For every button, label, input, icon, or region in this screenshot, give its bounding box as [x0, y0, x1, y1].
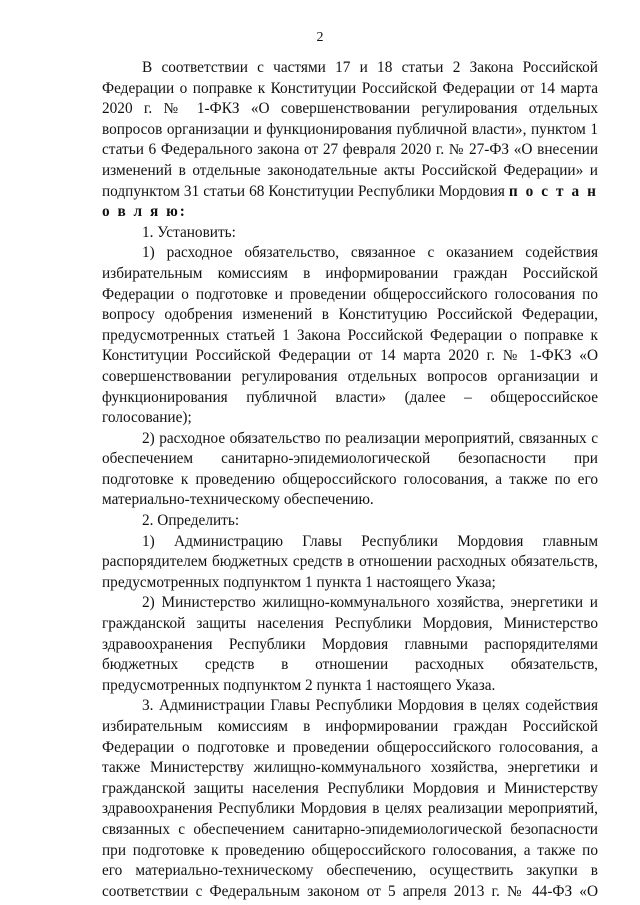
preamble-paragraph [102, 58, 598, 223]
item-1-heading: 1. Установить: [142, 223, 236, 241]
item-2-subitem-1: 1) Администрацию Главы Республики Мордовия главным распорядителем бюджетных средств в отношении расходных обязательств, предусмотренных подпунктом 1 пункта 1 настоящего Указа; [102, 532, 598, 591]
preamble-text: В соответствии с частями 17 и 18 статьи 2 Закона Российской Федерации о поправке к Конституции Российской Федерации от 14 марта 2020 г. № 1-ФКЗ «О совершенствовании регулирования отдельных вопросов организации и функционирования публичной власти», пунктом 1 статьи 6 Федерального закона от 27 февраля 2020 г. № 27-ФЗ «О внесении изменений в отдельные законодательные акты Российской Федерации» и подпунктом 31 статьи 68 Конституции Республики Мордовия [102, 59, 598, 200]
item-1-subitem-2: 2) расходное обязательство по реализации мероприятий, связанных с обеспечением санитарно-эпидемиологической безопасности при подготовке к проведению общероссийского голосования, а также по его материально-техническому обеспечению. [102, 429, 598, 509]
item-2-heading: 2. Определить: [142, 512, 240, 530]
item-2-subitem-2: 2) Министерство жилищно-коммунального хозяйства, энергетики и гражданской защиты населения Республики Мордовия, Министерство здравоохранения Республики Мордовия главными распорядителями бюджетных средств в отношении расходных обязательств, предусмотренных подпунктом 2 пункта 1 настоящего Указа. [102, 594, 598, 694]
decree-word: п о с т а н о в л я ю: [102, 182, 598, 221]
document-body [102, 58, 598, 902]
item-3-paragraph: 3. Администрации Главы Республики Мордовия в целях содействия избирательным комиссиям в информировании граждан Российской Федерации о подготовке и проведении общероссийского голосования, а также Министерству жилищно-коммунального хозяйства, энергетики и гражданской защиты населения Республики Мордовия и Министерству здравоохранения Республики Мордовия в целях реализации мероприятий, связанных с обеспечением санитарно-эпидемиологической безопасности при подготовке к проведению общероссийского голосования, а также по его материально-техническому обеспечению, осуществить закупки в соответствии с Федеральным законом от 5 апреля 2013 г. № 44-ФЗ «О [102, 697, 598, 900]
item-1-subitem-1: 1) расходное обязательство, связанное с оказанием содействия избирательным комиссиям в информировании граждан Российской Федерации о подготовке и проведении общероссийского голосования по вопросу одобрения изменений в Конституцию Российской Федерации, предусмотренных статьей 1 Закона Российской Федерации о поправке к Конституции Российской Федерации от 14 марта 2020 г. № 1-ФКЗ «О совершенствовании регулирования отдельных вопросов организации и функционирования публичной власти» (далее – общероссийское голосование); [102, 244, 598, 427]
page-number: 2 [316, 30, 324, 45]
